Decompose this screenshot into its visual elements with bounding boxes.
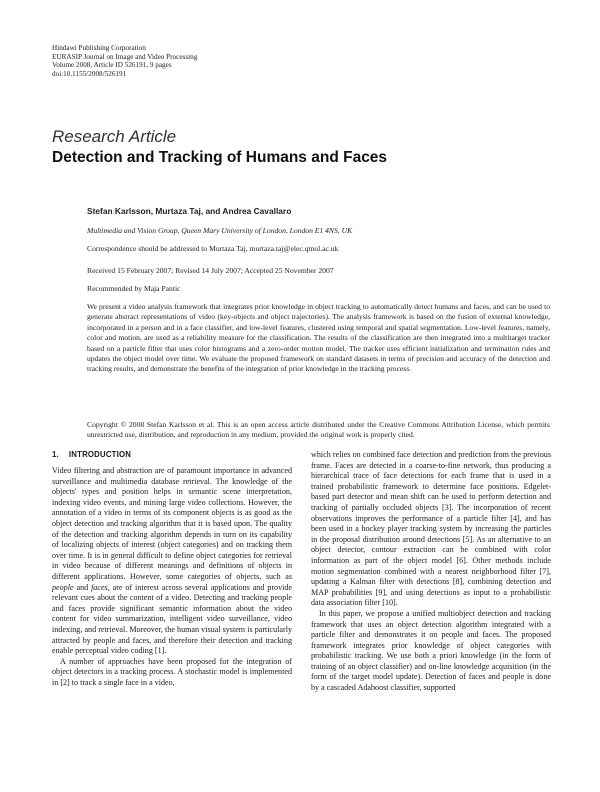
text-run: , are of interest across several applications and provide relevant cues about the content of a video. Detecting and tracking people and faces provide significant semantic information about the video content for video summarization, intelligent video surveillance, video indexing, and retrieval. Moreover, the human visual system is particularly attracted by people and faces, and therefore their detection and tracking enable perceptual video coding [1]. xyxy=(52,582,292,656)
text-run: Video filtering and abstraction are of paramount importance in advanced surveillance and multimedia database retrieval. The knowledge of the objects' types and position helps in semantic scene interpretation, indexing video events, and mining large video collections. However, the annotation of a video in terms of its component objects is as good as the object detection and tracking algorithm that it is based upon. The quality of the detection and tracking algorithm depends in turn on its capability of localizing objects of interest (object categories) and on tracking them over time. It is in general difficult to define object categories for retrieval in video because of different meanings and definitions of objects in different applications. However, some categories of objects, such as xyxy=(52,466,292,581)
intro-paragraph-1 xyxy=(52,466,292,657)
intro-paragraph-4: In this paper, we propose a unified multiobject detection and tracking framework that uses an object detection algorithm integrated with a particle filter and demonstrates it on people and faces. The proposed framework integrates prior knowledge of object categories with probabilistic tracking. We use both a priori knowledge (in the form of training of an object classifier) and on-line knowledge acquisition (in the form of the target model update). Detection of faces and people is done by a cascaded Adaboost classifier, supported xyxy=(311,608,551,693)
copyright-notice: Copyright © 2008 Stefan Karlsson et al. This is an open access article distributed under the Creative Commons Attribution License, which permits unrestricted use, distribution, and reproduction in any medium, provided the original work is properly cited. xyxy=(87,420,550,440)
intro-paragraph-3: which relies on combined face detection and prediction from the previous frame. Faces are detected in a coarse-to-fine network, thus producing a hierarchical trace of face detections for each frame that is used in a trained probabilistic framework to determine face positions. Edgelet-based part detector and mean shift can be used to perform detection and tracking of partially occluded objects [3]. The incorporation of recent observations improves the performance of a particle filter [4], and has been used in a hockey player tracking system by increasing the particles in the proposal distribution around detections [5]. As an alternative to an object detector, contour extraction can be combined with color information as part of the object model [6]. Other methods include motion segmentation combined with a nearest neighborhood filter [7], updating a Kalman filter with detections [8], combining detection and MAP probabilities [9], and using detections as input to a probabilistic data association filter [10]. xyxy=(311,450,551,608)
emphasis-faces: faces xyxy=(91,582,108,592)
text-run: and xyxy=(73,582,92,592)
affiliation: Multimedia and Vision Group, Queen Mary University of London, London E1 4NS, UK xyxy=(87,226,353,235)
section-title: INTRODUCTION xyxy=(68,450,132,459)
article-dates: Received 15 February 2007; Revised 14 July 2007; Accepted 25 November 2007 xyxy=(87,266,334,275)
doi-line: doi:10.1155/2008/526191 xyxy=(52,69,127,78)
right-column xyxy=(311,450,551,694)
volume-line: Volume 2008, Article ID 526191, 9 pages xyxy=(52,61,172,70)
journal-line: EURASIP Journal on Image and Video Processing xyxy=(52,52,198,61)
article-kind: Research Article xyxy=(52,127,177,146)
article-title: Detection and Tracking of Humans and Faces xyxy=(52,149,388,166)
section-number: 1. xyxy=(52,450,59,459)
author-list: Stefan Karlsson, Murtaza Taj, and Andrea Cavallaro xyxy=(87,206,292,216)
correspondence: Correspondence should be addressed to Murtaza Taj, murtaza.taj@elec.qmul.ac.uk xyxy=(87,244,339,253)
section-heading xyxy=(52,450,292,460)
intro-paragraph-2: A number of approaches have been proposed for the integration of object detectors in a tracking process. A stochastic model is implemented in [2] to track a single face in a video, xyxy=(52,656,292,687)
recommended-by: Recommended by Maja Pantic xyxy=(87,284,181,293)
journal-header xyxy=(52,44,197,78)
left-column xyxy=(52,450,292,688)
publisher-line: Hindawi Publishing Corporation xyxy=(52,44,146,52)
emphasis-people: people xyxy=(52,582,74,592)
abstract: We present a video analysis framework that integrates prior knowledge in object tracking to automatically detect humans and faces, and can be used to generate abstract representations of video (key-objects and object trajectories). The analysis framework is based on the fusion of external knowledge, incorporated in a person and in a face classifier, and low-level features, clustered using temporal and spatial segmentation. Low-level features, namely, color and motion, are used as a reliability measure for the classification. The results of the classification are then integrated into a multitarget tracker based on a particle filter that uses color histograms and a zero-order motion model. The tracker uses efficient initialization and termination rules and updates the object model over time. We evaluate the proposed framework on standard datasets in terms of precision and accuracy of the detection and tracking results, and demonstrate the benefits of the integration of prior knowledge in the tracking process. xyxy=(87,302,550,374)
